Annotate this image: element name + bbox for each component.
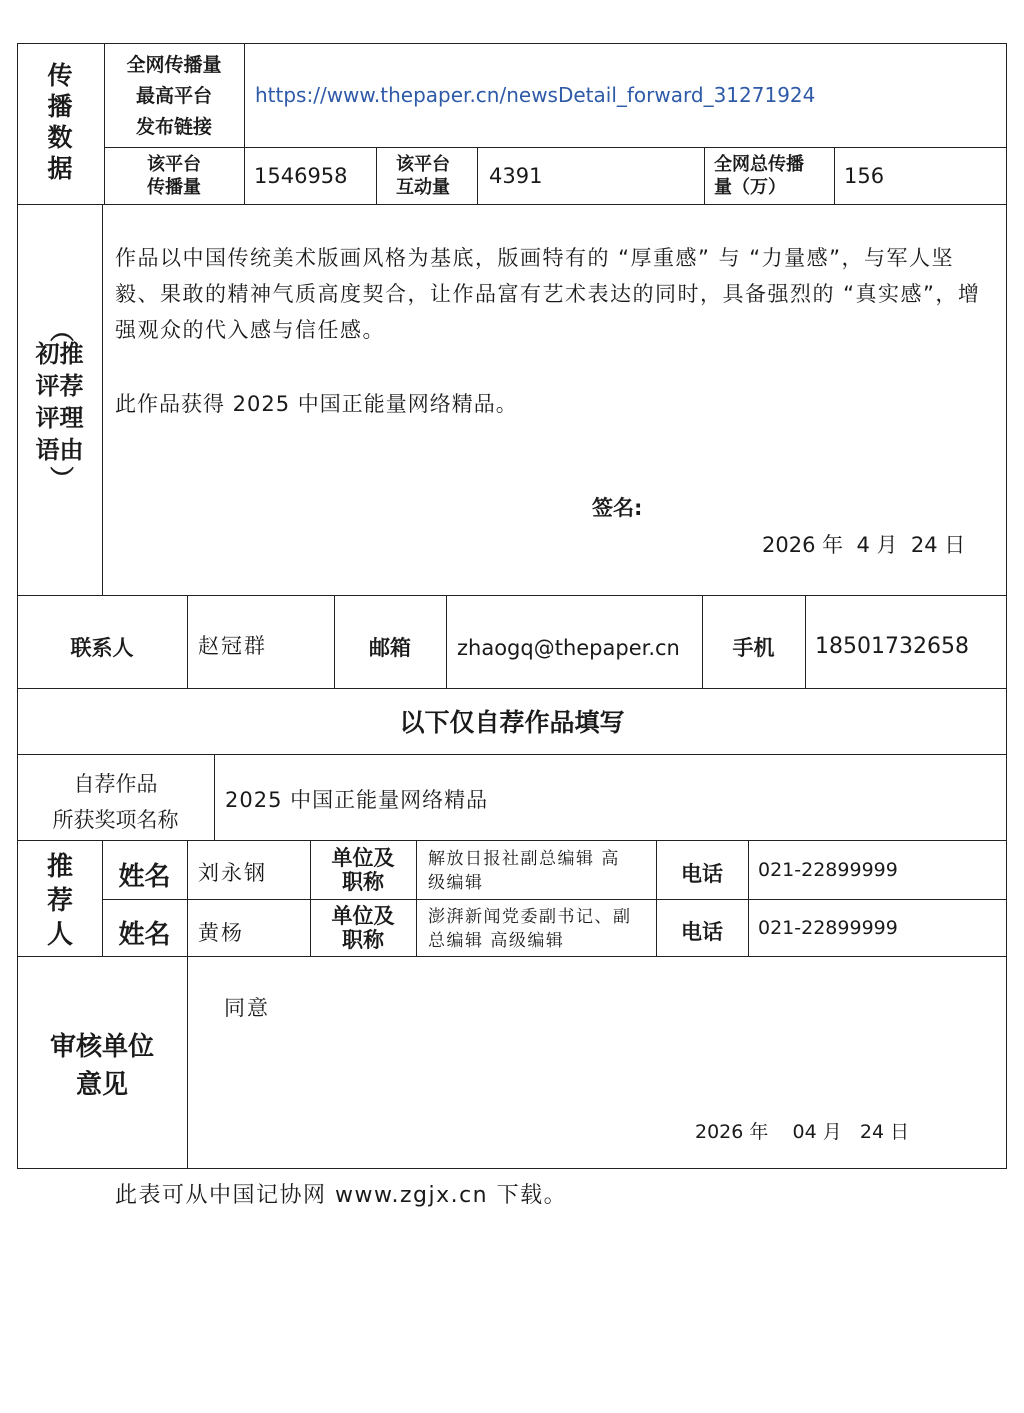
review-label-line: 评荐 — [35, 371, 84, 400]
review-label-line: 初推 — [35, 339, 84, 368]
platform-reach-label-line: 传播量 — [147, 177, 201, 198]
rule-v — [244, 43, 245, 204]
review-label-paren: （ — [45, 318, 75, 342]
self-rec-award-value: 2025 中国正能量网络精品 — [225, 788, 489, 812]
email-value[interactable]: zhaogq@thepaper.cn — [457, 636, 680, 660]
audit-label — [17, 1028, 187, 1104]
audit-label-line: 意见 — [75, 1070, 128, 1100]
platform-interact-value: 4391 — [489, 164, 543, 188]
self-rec-heading: 以下仅自荐作品填写 — [399, 708, 625, 737]
recommender-unit-label — [310, 846, 416, 894]
rule-h — [17, 956, 1007, 957]
platform-interact-label-line: 该平台 — [396, 154, 450, 175]
rule-v — [446, 595, 447, 688]
recommender-unit-line: 总编辑 高级编辑 — [428, 931, 565, 951]
recommender-phone: 021-22899999 — [758, 859, 898, 881]
rule-v — [805, 595, 806, 688]
recommender-unit-line: 澎湃新闻党委副书记、副 — [428, 907, 632, 927]
self-rec-award-label-line: 自荐作品 — [73, 772, 158, 796]
rule-h — [104, 147, 244, 148]
rule-v — [187, 956, 188, 1169]
footer-note: 此表可从中国记协网 www.zgjx.cn 下载。 — [115, 1183, 568, 1208]
rule-v — [834, 147, 835, 204]
form-table — [17, 43, 1007, 1169]
platform-interact-label-line: 互动量 — [396, 177, 450, 198]
review-reason: 作品以中国传统美术版画风格为基底，版画特有的 “厚重感” 与 “力量感”，与军人坚毅、果敢的精神气质高度契合，让作品富有艺术表达的同时，具备强烈的 “真实感”，增强观众的代入感与信任感。 — [115, 246, 981, 342]
link-label — [104, 50, 244, 143]
review-label-line: 评理 — [35, 403, 84, 432]
recommender-name-label: 姓名 — [118, 920, 171, 950]
link-label-line: 发布链接 — [135, 116, 212, 138]
self-rec-award-label — [17, 766, 214, 838]
rule-v — [102, 204, 103, 595]
recommender-unit-label-line: 单位及 — [331, 846, 395, 870]
rule-v — [214, 754, 215, 840]
total-reach-label-line: 量（万） — [714, 177, 786, 198]
rule-v — [748, 840, 749, 956]
email-label: 邮箱 — [369, 636, 411, 660]
spread-section-label: 传播数据 — [47, 61, 73, 183]
rule-h — [17, 595, 1007, 596]
recommender-name: 刘永钢 — [198, 861, 267, 885]
contact-value: 赵冠群 — [198, 634, 267, 658]
recommender-section-label: 推荐人 — [46, 852, 73, 950]
rule-h — [17, 840, 1007, 841]
rule-h — [17, 688, 1007, 689]
phone-value: 18501732658 — [815, 634, 969, 659]
audit-label-line: 审核单位 — [49, 1032, 154, 1062]
rule-v — [187, 595, 188, 688]
total-reach-value: 156 — [844, 164, 885, 188]
recommender-unit — [428, 847, 620, 895]
rule-v — [416, 840, 417, 956]
self-rec-award-label-line: 所获奖项名称 — [52, 808, 179, 832]
rule-h — [17, 204, 1007, 205]
review-label-line: 语由 — [35, 435, 84, 464]
platform-reach-label-line: 该平台 — [147, 154, 201, 175]
review-label-paren: ） — [45, 466, 75, 490]
rule-h — [17, 754, 1007, 755]
total-reach-label — [714, 153, 804, 199]
recommender-unit-label-line: 单位及 — [331, 904, 395, 928]
total-reach-label-line: 全网总传播 — [714, 154, 804, 175]
platform-interact-label — [396, 153, 450, 199]
recommender-unit-line: 解放日报社副总编辑 高 — [428, 849, 620, 869]
rule-h — [102, 899, 1007, 900]
recommender-phone-label: 电话 — [681, 862, 723, 886]
link-label-line: 最高平台 — [135, 85, 212, 107]
recommender-phone: 021-22899999 — [758, 917, 898, 939]
recommender-phone-label: 电话 — [681, 920, 723, 944]
recommender-unit-label-line: 职称 — [342, 928, 384, 952]
review-section-label — [17, 318, 102, 490]
review-award: 此作品获得 2025 中国正能量网络精品。 — [115, 392, 518, 416]
phone-label: 手机 — [732, 636, 775, 660]
recommender-unit-label — [310, 904, 416, 952]
audit-date: 2026 年 04 月 24 日 — [695, 1121, 910, 1143]
recommender-unit — [428, 905, 632, 953]
platform-reach-label — [104, 153, 244, 199]
review-date: 2026 年 4 月 24 日 — [762, 533, 966, 557]
rule-v — [376, 147, 377, 204]
rule-v — [477, 147, 478, 204]
audit-opinion: 同意 — [224, 996, 270, 1020]
signature-label: 签名: — [592, 496, 643, 520]
recommender-unit-label-line: 职称 — [342, 870, 384, 894]
rule-v — [187, 840, 188, 956]
recommender-name: 黄杨 — [198, 921, 244, 945]
platform-reach-value: 1546958 — [254, 164, 348, 188]
platform-link[interactable]: https://www.thepaper.cn/newsDetail_forward_31271924 — [255, 83, 816, 107]
rule-h — [244, 147, 1007, 148]
recommender-unit-line: 级编辑 — [428, 873, 484, 893]
link-label-line: 全网传播量 — [126, 54, 222, 76]
recommender-name-label: 姓名 — [118, 862, 171, 892]
contact-label: 联系人 — [70, 636, 134, 660]
rule-v — [704, 147, 705, 204]
